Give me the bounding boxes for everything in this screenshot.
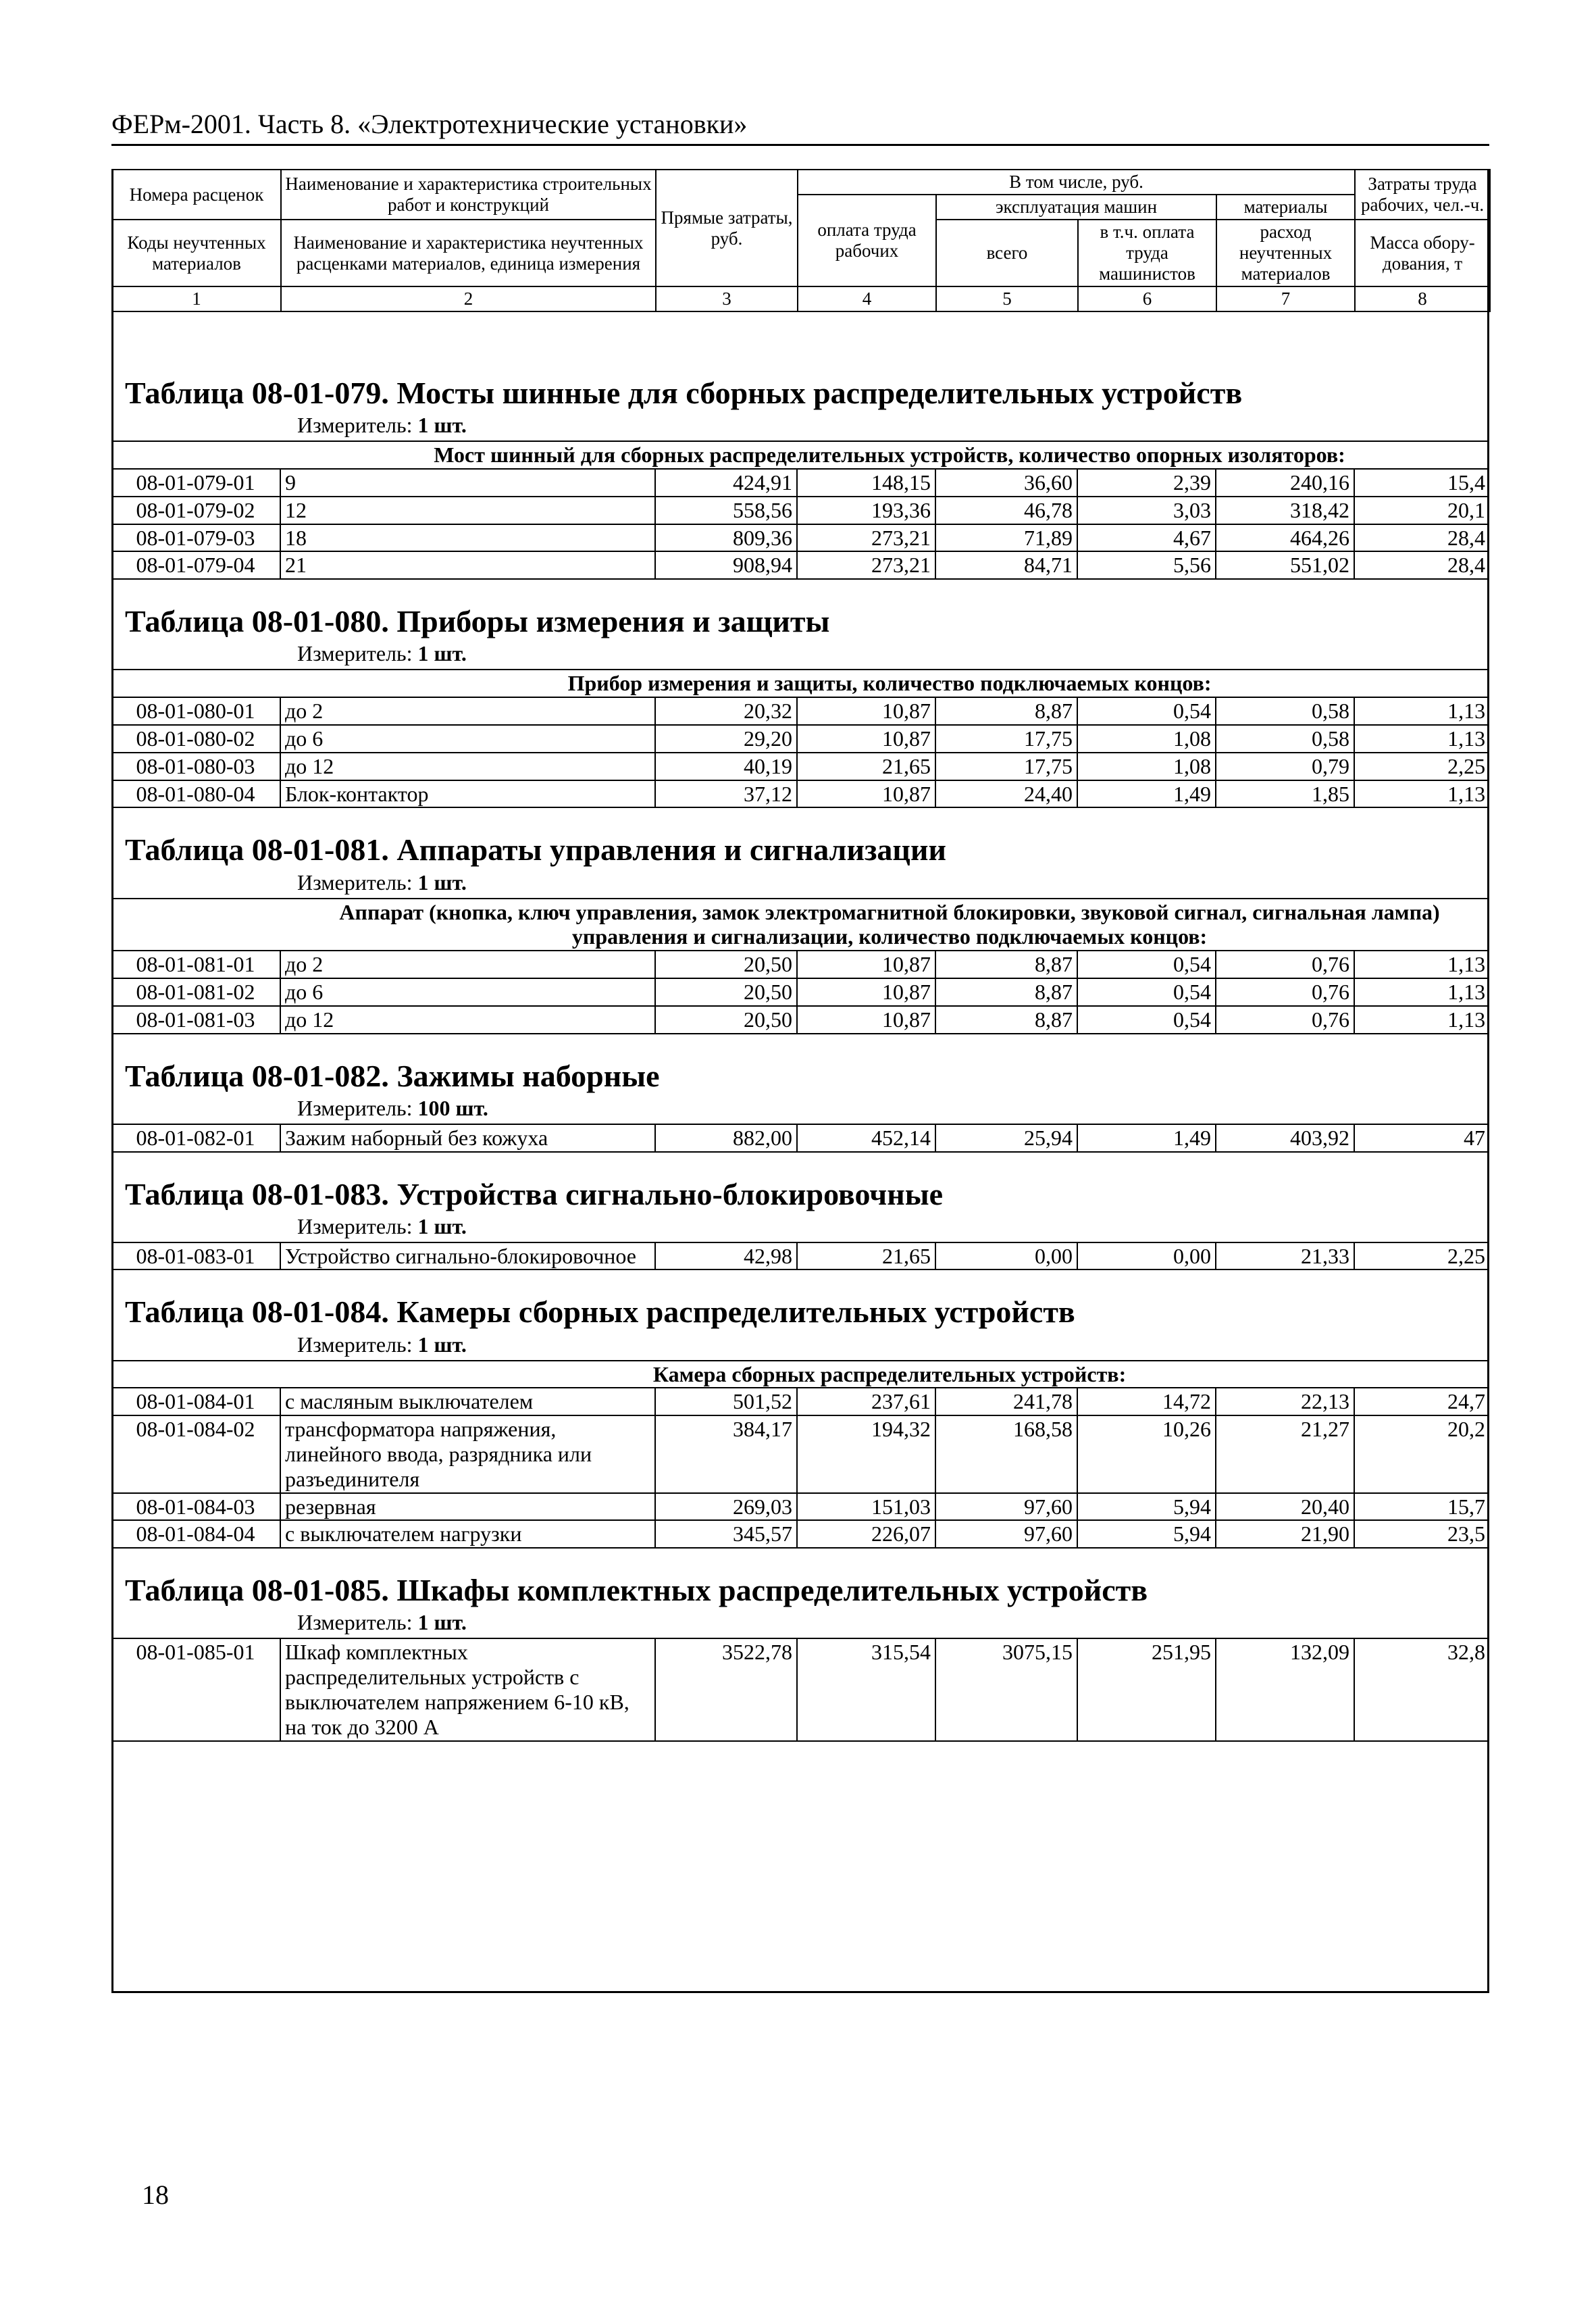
direct-cost: 20,50 <box>655 978 797 1006</box>
direct-cost: 269,03 <box>655 1493 797 1521</box>
header-col4: оплата труда рабочих <box>798 195 936 286</box>
labor-pay: 21,65 <box>797 1242 935 1270</box>
header-num: 3 <box>656 286 798 311</box>
labor-pay: 10,87 <box>797 951 935 978</box>
machines-total: 17,75 <box>935 725 1077 753</box>
section-unit <box>111 641 1489 666</box>
section-title: Таблица 08-01-081. Аппараты управления и сигнализации <box>125 832 946 867</box>
table-row <box>111 469 1489 497</box>
header-col6: в т.ч. оплата труда машинистов <box>1078 220 1216 286</box>
operators-pay: 1,49 <box>1077 1124 1216 1152</box>
materials-cost: 132,09 <box>1216 1638 1354 1740</box>
labor-pay: 10,87 <box>797 1006 935 1034</box>
operators-pay: 5,94 <box>1077 1520 1216 1548</box>
section-unit <box>111 1610 1489 1635</box>
header-machines-label: эксплуатация машин <box>936 195 1216 220</box>
labor-hours: 32,8 <box>1354 1638 1489 1740</box>
rate-table <box>111 669 1489 808</box>
direct-cost: 908,94 <box>655 551 797 579</box>
unit-label: Измеритель: <box>297 1095 413 1120</box>
group-heading: Мост шинный для сборных распределительных устройств, количество опорных изоляторов: <box>111 441 1489 469</box>
header-num: 1 <box>112 286 281 311</box>
unit-value: 1 шт. <box>417 1610 467 1635</box>
machines-total: 97,60 <box>935 1520 1077 1548</box>
rate-code: 08-01-080-03 <box>111 753 280 780</box>
labor-hours: 47 <box>1354 1124 1489 1152</box>
rate-table <box>111 1242 1489 1271</box>
operators-pay: 0,00 <box>1077 1242 1216 1270</box>
section-title: Таблица 08-01-079. Мосты шинные для сборных распределительных устройств <box>125 376 1243 410</box>
section-title: Таблица 08-01-084. Камеры сборных распределительных устройств <box>125 1294 1075 1330</box>
table-row <box>111 1415 1489 1492</box>
price-table-section <box>111 831 1489 1034</box>
materials-cost: 0,76 <box>1216 1006 1354 1034</box>
machines-total: 17,75 <box>935 753 1077 780</box>
table-row <box>111 1006 1489 1034</box>
labor-hours: 1,13 <box>1354 1006 1489 1034</box>
unit-value: 1 шт. <box>417 413 467 438</box>
unit-value: 1 шт. <box>417 641 467 666</box>
labor-pay: 148,15 <box>797 469 935 497</box>
materials-cost: 464,26 <box>1216 524 1354 552</box>
labor-pay: 10,87 <box>797 697 935 725</box>
rate-code: 08-01-081-01 <box>111 951 280 978</box>
machines-total: 36,60 <box>935 469 1077 497</box>
direct-cost: 29,20 <box>655 725 797 753</box>
running-head: ФЕРм-2001. Часть 8. «Электротехнические установки» <box>111 108 1489 146</box>
section-unit <box>111 1096 1489 1121</box>
table-row <box>111 1520 1489 1548</box>
work-name: до 2 <box>280 951 655 978</box>
labor-hours: 24,7 <box>1354 1388 1489 1415</box>
rate-table <box>111 441 1489 580</box>
labor-pay: 315,54 <box>797 1638 935 1740</box>
rate-code: 08-01-083-01 <box>111 1242 280 1270</box>
operators-pay: 5,94 <box>1077 1493 1216 1521</box>
operators-pay: 0,54 <box>1077 1006 1216 1034</box>
direct-cost: 424,91 <box>655 469 797 497</box>
work-name: до 12 <box>280 1006 655 1034</box>
work-name: с масляным выключателем <box>280 1388 655 1415</box>
work-name: 9 <box>280 469 655 497</box>
unit-label: Измеритель: <box>297 1332 413 1357</box>
operators-pay: 3,03 <box>1077 497 1216 524</box>
materials-cost: 20,40 <box>1216 1493 1354 1521</box>
table-row <box>111 697 1489 725</box>
rate-code: 08-01-079-04 <box>111 551 280 579</box>
table-row <box>111 978 1489 1006</box>
rate-code: 08-01-085-01 <box>111 1638 280 1740</box>
materials-cost: 0,76 <box>1216 978 1354 1006</box>
labor-hours: 20,1 <box>1354 497 1489 524</box>
header-col1-bottom: Коды неучтенных материалов <box>112 220 281 286</box>
operators-pay: 0,54 <box>1077 697 1216 725</box>
price-table-section <box>111 374 1489 580</box>
materials-cost: 240,16 <box>1216 469 1354 497</box>
header-col5: всего <box>936 220 1078 286</box>
machines-total: 97,60 <box>935 1493 1077 1521</box>
materials-cost: 318,42 <box>1216 497 1354 524</box>
labor-hours: 2,25 <box>1354 753 1489 780</box>
work-name: до 6 <box>280 978 655 1006</box>
header-col2-top: Наименование и характеристика строительных работ и конструкций <box>281 170 656 220</box>
column-header-table <box>111 169 1491 312</box>
table-row <box>111 1638 1489 1740</box>
direct-cost: 20,50 <box>655 1006 797 1034</box>
table-row <box>111 725 1489 753</box>
header-num: 7 <box>1216 286 1355 311</box>
rate-code: 08-01-079-01 <box>111 469 280 497</box>
table-row <box>111 753 1489 780</box>
table-row <box>111 780 1489 808</box>
labor-pay: 151,03 <box>797 1493 935 1521</box>
price-tables <box>111 351 1489 1742</box>
header-col2-bottom: Наименование и характеристика неучтенных расценками материалов, единица измерения <box>281 220 656 286</box>
machines-total: 8,87 <box>935 1006 1077 1034</box>
price-table-section <box>111 1057 1489 1153</box>
unit-label: Измеритель: <box>297 1213 413 1238</box>
materials-cost: 0,76 <box>1216 951 1354 978</box>
work-name: до 2 <box>280 697 655 725</box>
price-table-section <box>111 1293 1489 1549</box>
machines-total: 8,87 <box>935 697 1077 725</box>
materials-cost: 21,90 <box>1216 1520 1354 1548</box>
materials-cost: 403,92 <box>1216 1124 1354 1152</box>
labor-hours: 15,4 <box>1354 469 1489 497</box>
table-row <box>111 524 1489 552</box>
labor-hours: 2,25 <box>1354 1242 1489 1270</box>
work-name: трансформатора напряжения, линейного ввода, разрядника или разъединителя <box>280 1415 655 1492</box>
table-row <box>111 497 1489 524</box>
rate-table <box>111 1360 1489 1549</box>
operators-pay: 10,26 <box>1077 1415 1216 1492</box>
price-table-section <box>111 1176 1489 1271</box>
rate-code: 08-01-080-04 <box>111 780 280 808</box>
operators-pay: 2,39 <box>1077 469 1216 497</box>
rate-code: 08-01-084-04 <box>111 1520 280 1548</box>
labor-pay: 237,61 <box>797 1388 935 1415</box>
materials-cost: 0,58 <box>1216 697 1354 725</box>
labor-hours: 1,13 <box>1354 725 1489 753</box>
direct-cost: 809,36 <box>655 524 797 552</box>
work-name: резервная <box>280 1493 655 1521</box>
table-row <box>111 951 1489 978</box>
direct-cost: 501,52 <box>655 1388 797 1415</box>
unit-value: 1 шт. <box>417 1213 467 1238</box>
table-row <box>111 1242 1489 1270</box>
header-group-label: В том числе, руб. <box>798 170 1355 195</box>
operators-pay: 0,54 <box>1077 951 1216 978</box>
operators-pay: 251,95 <box>1077 1638 1216 1740</box>
header-col3: Прямые затраты, руб. <box>656 170 798 286</box>
header-col7: расход неучтенных материалов <box>1216 220 1355 286</box>
rate-code: 08-01-081-03 <box>111 1006 280 1034</box>
labor-pay: 10,87 <box>797 725 935 753</box>
operators-pay: 1,49 <box>1077 780 1216 808</box>
table-row <box>111 1388 1489 1415</box>
direct-cost: 558,56 <box>655 497 797 524</box>
work-name: Блок-контактор <box>280 780 655 808</box>
labor-pay: 452,14 <box>797 1124 935 1152</box>
labor-pay: 273,21 <box>797 551 935 579</box>
unit-label: Измеритель: <box>297 641 413 666</box>
materials-cost: 21,27 <box>1216 1415 1354 1492</box>
materials-cost: 551,02 <box>1216 551 1354 579</box>
section-unit <box>111 1214 1489 1239</box>
machines-total: 0,00 <box>935 1242 1077 1270</box>
header-num: 4 <box>798 286 936 311</box>
section-title: Таблица 08-01-083. Устройства сигнально-блокировочные <box>125 1176 944 1211</box>
unit-value: 100 шт. <box>417 1095 488 1120</box>
direct-cost: 882,00 <box>655 1124 797 1152</box>
labor-hours: 15,7 <box>1354 1493 1489 1521</box>
work-name: до 6 <box>280 725 655 753</box>
rate-code: 08-01-079-03 <box>111 524 280 552</box>
rate-table <box>111 1638 1489 1741</box>
unit-label: Измеритель: <box>297 1610 413 1635</box>
work-name: до 12 <box>280 753 655 780</box>
machines-total: 168,58 <box>935 1415 1077 1492</box>
rate-code: 08-01-080-01 <box>111 697 280 725</box>
labor-pay: 226,07 <box>797 1520 935 1548</box>
work-name: 21 <box>280 551 655 579</box>
section-title: Таблица 08-01-082. Зажимы наборные <box>125 1058 660 1093</box>
section-title: Таблица 08-01-080. Приборы измерения и защиты <box>125 604 830 639</box>
direct-cost: 20,50 <box>655 951 797 978</box>
operators-pay: 4,67 <box>1077 524 1216 552</box>
labor-pay: 273,21 <box>797 524 935 552</box>
rate-table <box>111 898 1489 1034</box>
header-col8-top: Затраты труда рабочих, чел.-ч. <box>1355 170 1490 220</box>
labor-hours: 1,13 <box>1354 978 1489 1006</box>
rate-code: 08-01-084-03 <box>111 1493 280 1521</box>
section-unit <box>111 870 1489 895</box>
direct-cost: 345,57 <box>655 1520 797 1548</box>
labor-hours: 20,2 <box>1354 1415 1489 1492</box>
operators-pay: 1,08 <box>1077 725 1216 753</box>
group-heading: Камера сборных распределительных устройств: <box>111 1361 1489 1388</box>
work-name: 12 <box>280 497 655 524</box>
labor-pay: 194,32 <box>797 1415 935 1492</box>
rate-code: 08-01-084-01 <box>111 1388 280 1415</box>
price-table-section <box>111 603 1489 808</box>
rate-code: 08-01-084-02 <box>111 1415 280 1492</box>
materials-cost: 21,33 <box>1216 1242 1354 1270</box>
labor-hours: 28,4 <box>1354 551 1489 579</box>
materials-cost: 1,85 <box>1216 780 1354 808</box>
unit-value: 1 шт. <box>417 870 467 895</box>
page-number: 18 <box>142 2180 169 2210</box>
direct-cost: 20,32 <box>655 697 797 725</box>
machines-total: 46,78 <box>935 497 1077 524</box>
machines-total: 8,87 <box>935 978 1077 1006</box>
table-row <box>111 1493 1489 1521</box>
direct-cost: 37,12 <box>655 780 797 808</box>
materials-cost: 22,13 <box>1216 1388 1354 1415</box>
header-materials-label: материалы <box>1216 195 1355 220</box>
machines-total: 84,71 <box>935 551 1077 579</box>
group-heading: Прибор измерения и защиты, количество подключаемых концов: <box>111 670 1489 697</box>
machines-total: 24,40 <box>935 780 1077 808</box>
rate-code: 08-01-079-02 <box>111 497 280 524</box>
header-col1-top: Номера расценок <box>112 170 281 220</box>
labor-hours: 1,13 <box>1354 697 1489 725</box>
table-row <box>111 1124 1489 1152</box>
labor-pay: 10,87 <box>797 780 935 808</box>
rate-code: 08-01-080-02 <box>111 725 280 753</box>
section-unit <box>111 1332 1489 1357</box>
work-name: Шкаф комплектных распределительных устройств с выключателем напряжением 6-10 кВ, на ток до 3200 А <box>280 1638 655 1740</box>
machines-total: 71,89 <box>935 524 1077 552</box>
header-col8-bottom: Масса обору-дования, т <box>1355 220 1490 286</box>
materials-cost: 0,79 <box>1216 753 1354 780</box>
rate-code: 08-01-082-01 <box>111 1124 280 1152</box>
work-name: Устройство сигнально-блокировочное <box>280 1242 655 1270</box>
direct-cost: 40,19 <box>655 753 797 780</box>
machines-total: 25,94 <box>935 1124 1077 1152</box>
work-name: с выключателем нагрузки <box>280 1520 655 1548</box>
work-name: 18 <box>280 524 655 552</box>
rate-table <box>111 1124 1489 1153</box>
labor-hours: 23,5 <box>1354 1520 1489 1548</box>
machines-total: 8,87 <box>935 951 1077 978</box>
section-unit <box>111 413 1489 438</box>
work-name: Зажим наборный без кожуха <box>280 1124 655 1152</box>
direct-cost: 42,98 <box>655 1242 797 1270</box>
header-num: 8 <box>1355 286 1490 311</box>
direct-cost: 3522,78 <box>655 1638 797 1740</box>
unit-label: Измеритель: <box>297 870 413 895</box>
direct-cost: 384,17 <box>655 1415 797 1492</box>
labor-pay: 193,36 <box>797 497 935 524</box>
price-table-section <box>111 1571 1489 1741</box>
machines-total: 3075,15 <box>935 1638 1077 1740</box>
operators-pay: 1,08 <box>1077 753 1216 780</box>
labor-pay: 21,65 <box>797 753 935 780</box>
unit-label: Измеритель: <box>297 413 413 438</box>
rate-code: 08-01-081-02 <box>111 978 280 1006</box>
operators-pay: 14,72 <box>1077 1388 1216 1415</box>
machines-total: 241,78 <box>935 1388 1077 1415</box>
labor-hours: 1,13 <box>1354 780 1489 808</box>
section-title: Таблица 08-01-085. Шкафы комплектных распределительных устройств <box>125 1573 1148 1608</box>
operators-pay: 0,54 <box>1077 978 1216 1006</box>
header-num: 2 <box>281 286 656 311</box>
operators-pay: 5,56 <box>1077 551 1216 579</box>
labor-hours: 1,13 <box>1354 951 1489 978</box>
header-num: 5 <box>936 286 1078 311</box>
table-row <box>111 551 1489 579</box>
materials-cost: 0,58 <box>1216 725 1354 753</box>
header-num: 6 <box>1078 286 1216 311</box>
group-heading: Аппарат (кнопка, ключ управления, замок электромагнитной блокировки, звуковой сигнал, сигнальная лампа) управления и сигнализации, количество подключаемых концов: <box>111 899 1489 951</box>
labor-hours: 28,4 <box>1354 524 1489 552</box>
unit-value: 1 шт. <box>417 1332 467 1357</box>
labor-pay: 10,87 <box>797 978 935 1006</box>
